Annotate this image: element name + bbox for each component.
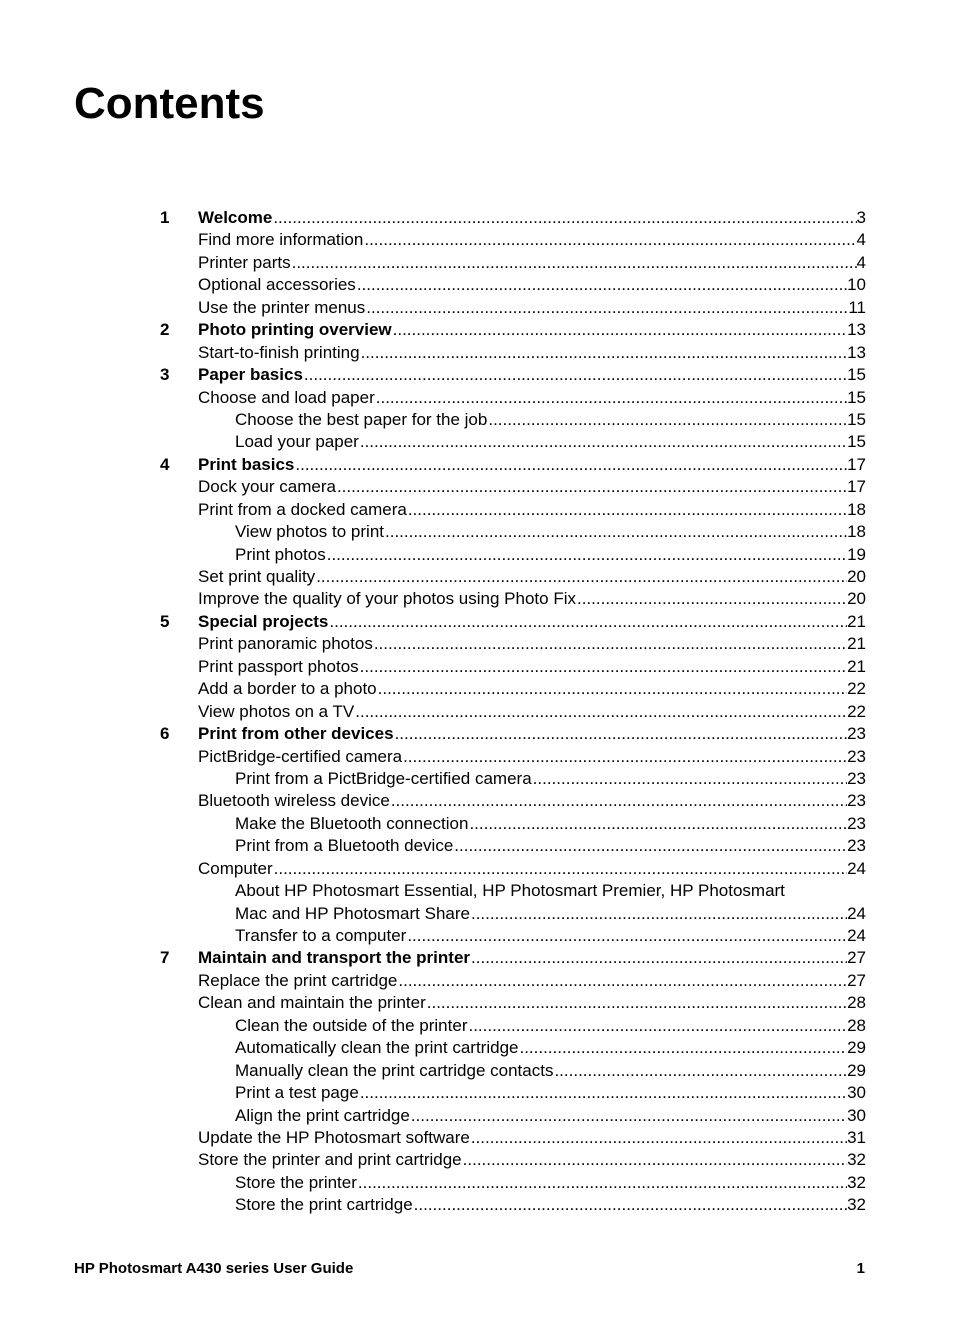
toc-page-number: 15 [847,409,866,429]
toc-entry[interactable] [160,1194,866,1216]
toc-dot-leader [426,992,847,1014]
toc-page-number: 28 [847,993,866,1013]
toc-page-number: 15 [847,365,866,385]
toc-entry-label: Use the printer menus [198,297,366,317]
toc-dot-leader [336,476,847,498]
toc-entry-label: Load your paper [235,432,359,452]
toc-entry[interactable] [160,790,866,812]
toc-entry[interactable] [160,297,866,319]
toc-dot-leader [328,611,847,633]
toc-page-number: 23 [847,791,866,811]
toc-entry-line [235,1105,866,1127]
toc-entry-line [198,499,866,521]
toc-page-number: 32 [847,1172,866,1192]
toc-page-number: 28 [847,1015,866,1035]
toc-entry[interactable] [160,252,866,274]
toc-dot-leader [360,342,848,364]
toc-entry[interactable] [160,1127,866,1149]
toc-entry[interactable] [160,633,866,655]
toc-dot-leader [470,1127,847,1149]
toc-page-number: 29 [847,1060,866,1080]
toc-entry[interactable] [160,521,866,543]
toc-entry-label: Update the HP Photosmart software [198,1127,470,1147]
toc-page-number: 23 [847,836,866,856]
toc-entry-label: Replace the print cartridge [198,970,398,990]
page-title: Contents [74,79,265,128]
toc-entry-line [235,1015,866,1037]
toc-dot-leader [354,701,847,723]
toc-entry-line [198,297,866,319]
toc-entry[interactable] [160,746,866,768]
toc-entry-line [198,1127,866,1149]
toc-entry-line [235,1194,866,1216]
table-of-contents [160,207,866,1217]
toc-entry-label: Store the print cartridge [235,1195,413,1215]
toc-entry-line [198,229,866,251]
toc-dot-leader [294,454,847,476]
toc-entry-line [198,252,866,274]
toc-entry-label: PictBridge-certified camera [198,746,403,766]
toc-entry-line [198,364,866,386]
toc-entry[interactable] [160,723,866,745]
toc-entry-label: Print photos [235,544,326,564]
toc-entry[interactable] [160,409,866,431]
toc-dot-leader [377,678,847,700]
toc-entry-label: Find more information [198,230,364,250]
toc-chapter-number: 2 [160,320,170,340]
toc-entry-line [198,947,866,969]
toc-entry[interactable] [160,1149,866,1171]
toc-page-number: 10 [847,275,866,295]
toc-entry-label: Automatically clean the print cartridge [235,1038,519,1058]
toc-entry-label: Clean and maintain the printer [198,993,426,1013]
toc-entry-line [235,431,866,453]
toc-entry[interactable] [160,835,866,857]
toc-dot-leader [291,252,857,274]
toc-dot-leader [453,835,847,857]
toc-entry-line [198,207,866,229]
toc-entry-label: Printer parts [198,252,291,272]
toc-entry-line [235,903,866,925]
toc-entry[interactable] [160,588,866,610]
toc-entry-label: About HP Photosmart Essential, HP Photosmart Premier, HP Photosmart [235,881,785,901]
toc-entry[interactable] [160,903,866,925]
toc-entry-line [235,768,866,790]
toc-page-number: 11 [848,297,866,317]
toc-entry-label: Mac and HP Photosmart Share [235,903,470,923]
toc-page-number: 18 [847,499,866,519]
toc-entry-line [235,1172,866,1194]
toc-dot-leader [356,274,847,296]
toc-chapter-number: 6 [160,724,170,744]
toc-entry-label: Optional accessories [198,275,356,295]
toc-entry-line [235,880,866,902]
toc-entry-label: Set print quality [198,567,316,586]
toc-entry-label: Print passport photos [198,656,359,676]
footer-guide-title: HP Photosmart A430 series User Guide [74,1260,354,1277]
toc-entry-label: Photo printing overview [198,320,392,340]
toc-entry-line [198,858,866,880]
toc-page-number: 22 [847,679,866,699]
toc-entry-label: Print from a docked camera [198,499,407,519]
toc-entry-line [198,319,866,341]
toc-dot-leader [467,1015,847,1037]
toc-entry-line [235,835,866,857]
toc-dot-leader [470,903,847,925]
toc-entry-line [235,813,866,835]
toc-entry[interactable] [160,544,866,566]
toc-entry[interactable] [160,1105,866,1127]
toc-entry[interactable] [160,454,866,476]
toc-entry-label: Maintain and transport the printer [198,948,471,968]
toc-page-number: 23 [847,813,866,833]
toc-dot-leader [532,768,847,790]
toc-page-number: 32 [847,1195,866,1215]
toc-entry[interactable] [160,387,866,409]
toc-entry-label: Paper basics [198,365,303,385]
toc-entry-line [198,656,866,678]
toc-dot-leader [384,521,847,543]
toc-chapter-number: 3 [160,365,170,385]
toc-entry[interactable] [160,1060,866,1082]
toc-dot-leader [413,1194,847,1216]
toc-entry-line [198,342,866,364]
toc-entry-line [198,723,866,745]
toc-dot-leader [576,588,847,610]
toc-page-number: 22 [847,701,866,721]
toc-entry[interactable] [160,566,866,588]
toc-entry[interactable] [160,364,866,386]
toc-entry-line [198,476,866,498]
toc-entry-line [198,633,866,655]
toc-dot-leader [468,813,847,835]
toc-page-number: 31 [847,1127,866,1147]
toc-page-number: 30 [847,1105,866,1125]
toc-entry[interactable] [160,476,866,498]
toc-entry-label: View photos to print [235,522,384,542]
toc-entry-line [198,746,866,768]
toc-entry[interactable] [160,656,866,678]
toc-page-number: 23 [847,768,866,788]
toc-entry-label: View photos on a TV [198,701,355,721]
toc-entry-line [235,1037,866,1059]
toc-entry[interactable] [160,342,866,364]
toc-dot-leader [392,319,847,341]
toc-entry-label: Print from a Bluetooth device [235,836,454,856]
toc-dot-leader [470,947,847,969]
toc-page-number: 20 [847,589,866,609]
toc-entry-label: Computer [198,858,273,878]
toc-dot-leader [407,499,847,521]
toc-entry-line [235,521,866,543]
toc-entry-label: Print from other devices [198,724,394,744]
toc-dot-leader [357,1172,847,1194]
toc-entry[interactable] [160,678,866,700]
toc-page-number: 4 [856,252,866,272]
toc-entry-line [198,588,866,610]
toc-page-number: 13 [847,342,866,362]
toc-entry[interactable] [160,768,866,790]
toc-dot-leader [326,544,847,566]
toc-dot-leader [390,790,847,812]
toc-entry[interactable] [160,499,866,521]
toc-dot-leader [553,1060,847,1082]
toc-entry-label: Transfer to a computer [235,926,407,945]
toc-entry-label: Welcome [198,208,273,227]
toc-entry[interactable] [160,813,866,835]
toc-page-number: 3 [856,208,866,227]
toc-page-number: 21 [847,634,866,654]
toc-dot-leader [373,633,847,655]
toc-entry-line [198,970,866,992]
toc-entry[interactable] [160,925,866,947]
toc-entry-label: Choose and load paper [198,387,375,407]
toc-entry-label: Print from a PictBridge-certified camera [235,768,532,788]
toc-entry-label: Dock your camera [198,477,336,497]
toc-dot-leader [375,387,847,409]
toc-chapter-number: 7 [160,948,170,968]
toc-entry[interactable] [160,970,866,992]
toc-page-number: 24 [847,903,866,923]
toc-entry[interactable] [160,947,866,969]
toc-entry[interactable] [160,229,866,251]
toc-entry-line [198,274,866,296]
toc-chapter-number: 4 [160,454,170,474]
toc-page-number: 23 [847,746,866,766]
toc-entry-line [235,925,866,947]
toc-entry-label: Bluetooth wireless device [198,791,390,811]
toc-entry-label: Improve the quality of your photos using Photo Fix [198,589,576,609]
toc-dot-leader [394,723,848,745]
toc-entry-line [235,1060,866,1082]
toc-chapter-number: 1 [160,208,170,227]
toc-dot-leader [303,364,847,386]
toc-page-number: 17 [847,477,866,497]
toc-entry[interactable] [160,207,866,229]
toc-page-number: 24 [847,858,866,878]
toc-entry[interactable] [160,992,866,1014]
toc-entry[interactable] [160,701,866,723]
toc-entry-line [235,1082,866,1104]
toc-entry-line [198,387,866,409]
toc-entry-line [198,992,866,1014]
toc-dot-leader [410,1105,847,1127]
toc-dot-leader [397,970,847,992]
toc-entry-label: Special projects [198,611,329,631]
toc-dot-leader [359,431,847,453]
toc-entry-label: Print basics [198,454,295,474]
toc-page-number: 17 [847,454,866,474]
toc-entry-line [198,678,866,700]
toc-entry-label: Start-to-finish printing [198,342,360,362]
toc-entry[interactable] [160,611,866,633]
toc-entry-line [235,409,866,431]
toc-entry-label: Clean the outside of the printer [235,1015,468,1035]
toc-entry-label: Align the print cartridge [235,1105,410,1125]
toc-dot-leader [359,1082,847,1104]
toc-entry[interactable] [160,431,866,453]
toc-dot-leader [359,656,847,678]
toc-entry-label: Store the printer [235,1172,357,1192]
toc-entry-line [198,611,866,633]
toc-page-number: 20 [847,567,866,586]
toc-page-number: 24 [847,926,866,945]
toc-entry-line [198,790,866,812]
toc-entry[interactable] [160,858,866,880]
toc-entry[interactable] [160,1082,866,1104]
toc-dot-leader [406,925,847,947]
footer-page-number: 1 [856,1260,865,1277]
toc-entry-line [235,544,866,566]
toc-entry-line [198,1149,866,1171]
toc-page-number: 30 [847,1083,866,1103]
toc-page-number: 23 [847,724,866,744]
toc-page-number: 21 [847,656,866,676]
toc-page-number: 27 [847,970,866,990]
toc-dot-leader [273,858,847,880]
toc-page-number: 32 [847,1150,866,1170]
toc-dot-leader [315,566,847,588]
toc-dot-leader [518,1037,847,1059]
toc-entry-label: Manually clean the print cartridge contacts [235,1060,554,1080]
toc-entry-label: Print a test page [235,1083,359,1103]
toc-entry[interactable] [160,1172,866,1194]
toc-page-number: 13 [847,320,866,340]
toc-entry[interactable] [160,1015,866,1037]
toc-dot-leader [462,1149,847,1171]
toc-entry-label: Store the printer and print cartridge [198,1150,462,1170]
toc-chapter-number: 5 [160,611,170,631]
toc-entry-label: Add a border to a photo [198,679,377,699]
toc-dot-leader [363,229,856,251]
toc-entry-label: Choose the best paper for the job [235,409,488,429]
toc-page-number: 18 [847,522,866,542]
toc-page-number: 19 [847,544,866,564]
toc-page-number: 15 [847,387,866,407]
toc-page-number: 21 [847,611,866,631]
toc-dot-leader [487,409,847,431]
toc-entry-label: Make the Bluetooth connection [235,813,469,833]
toc-entry[interactable] [160,274,866,296]
toc-dot-leader [272,207,856,229]
toc-entry[interactable] [160,1037,866,1059]
toc-entry[interactable] [160,880,866,902]
toc-entry[interactable] [160,319,866,341]
toc-page-number: 27 [847,948,866,968]
toc-entry-line [198,566,866,588]
toc-page-number: 4 [856,230,866,250]
toc-entry-line [198,454,866,476]
toc-dot-leader [402,746,847,768]
toc-page-number: 15 [847,432,866,452]
toc-page-number: 29 [847,1038,866,1058]
toc-dot-leader [365,297,848,319]
toc-entry-label: Print panoramic photos [198,634,373,654]
toc-entry-line [198,701,866,723]
